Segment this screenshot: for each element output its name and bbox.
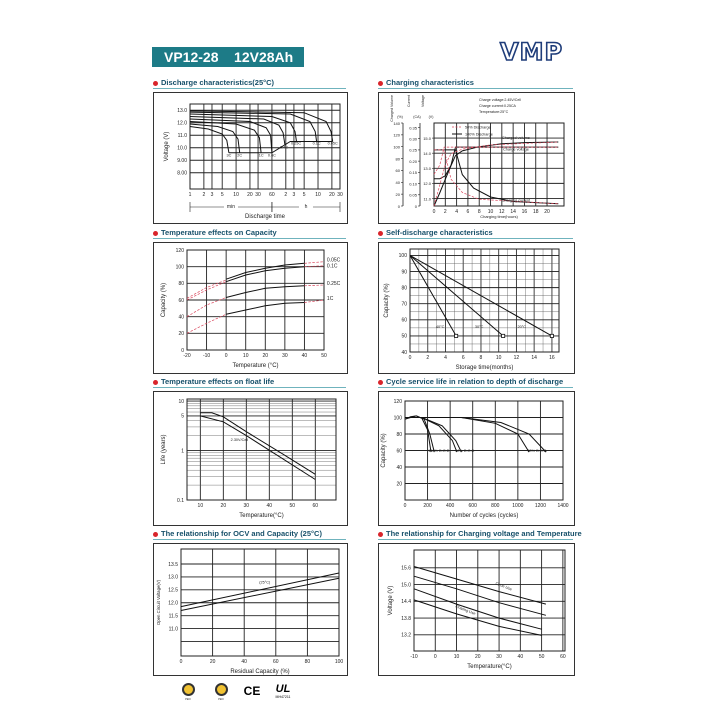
annotation-label: 20°C (517, 324, 526, 329)
y-tick-label: 0 (397, 203, 400, 209)
annotation (327, 281, 341, 287)
y-tick-label: 80 (395, 156, 400, 162)
x-tick-label: 8 (477, 209, 481, 215)
x-tick-label: 1400 (557, 503, 569, 509)
y-tick-label: 11.0 (423, 196, 431, 202)
x-tick-label: 50 (289, 503, 296, 509)
title-underline (153, 238, 346, 239)
section-title-text: Temperature effects on float life (161, 377, 275, 386)
x-tick-label: 3 (210, 192, 214, 198)
annotation (502, 136, 530, 140)
x-tick-label: 20 (262, 353, 269, 359)
series-line (190, 127, 229, 153)
title-underline (378, 539, 573, 540)
y-tick-label: 60 (396, 448, 402, 455)
series-line (200, 413, 315, 475)
y-tick-label: 40 (401, 349, 407, 356)
x-tick-label: 16 (521, 209, 528, 215)
y-axis-unit: (V) (428, 115, 434, 119)
y-tick-label: 140 (393, 120, 400, 126)
annotation (327, 264, 338, 270)
quality-cert-icon (213, 683, 229, 701)
x-tick-label: 20 (475, 654, 481, 660)
section-title (153, 529, 346, 541)
x-tick-label: 800 (491, 503, 500, 509)
title-underline (378, 238, 573, 239)
annotation (280, 145, 288, 149)
y-axis-label: Voltage (V) (388, 585, 394, 616)
x-tick-label: 20 (247, 192, 253, 198)
y-axis-label: Capacity (%) (161, 282, 167, 318)
chart-panel (153, 242, 348, 374)
y-tick-label: 8.00 (177, 170, 187, 177)
annotation-label: Charging current (501, 198, 531, 203)
y-tick-label: 100 (393, 415, 402, 422)
y-tick-label: 0.1 (177, 497, 184, 504)
y-tick-label: 80 (178, 281, 184, 288)
x-tick-label: 1200 (534, 503, 546, 509)
annotation (259, 154, 264, 158)
section-title-text: Self-discharge characteristics (386, 228, 493, 237)
title-underline (378, 387, 573, 388)
annotation (327, 296, 334, 302)
x-tick-label: 60 (269, 192, 275, 198)
x-tick-label: 8 (479, 355, 483, 361)
x-tick-label: 20 (209, 659, 216, 665)
annotation-label: 0.6C (267, 153, 276, 158)
y-tick-label: 120 (393, 398, 402, 405)
series-line (434, 142, 558, 206)
annotation-label: 30% D.O.D (527, 449, 547, 454)
x-tick-label: 6 (466, 209, 470, 215)
y-tick-label: 9.00 (177, 158, 187, 165)
x-tick-label: 1000 (512, 503, 524, 509)
x-tick-label: 30 (282, 353, 288, 359)
range-label: h (304, 204, 308, 210)
section-title-text: Discharge characteristics(25°C) (161, 78, 275, 87)
series-line (405, 418, 457, 453)
ul-mark-icon (272, 683, 294, 701)
plot-frame (434, 123, 564, 206)
x-tick-label: 1 (188, 192, 192, 198)
x-tick-label: 0 (224, 353, 228, 359)
x-tick-label: 40 (241, 659, 247, 665)
annotation-label: 3C (226, 153, 232, 158)
annotation-label: 0.05C (327, 141, 338, 146)
x-axis-label: Charging time(hours) (480, 214, 518, 219)
y-tick-label: 40 (396, 464, 402, 471)
annotation-label: 30°C (474, 324, 484, 329)
x-axis-label: Storage time(months) (455, 365, 514, 371)
legend-label: 50% Discharge (465, 125, 491, 130)
charge-condition: Charge voltage:2.45V/Cell (479, 98, 521, 102)
y-tick-label: 0.35 (409, 125, 417, 131)
x-tick-label: 2 (443, 209, 447, 215)
annotation-label: 1C (258, 153, 264, 158)
x-tick-label: 3 (292, 192, 296, 198)
annotation-label: 0.1C (326, 263, 338, 270)
x-tick-label: 40 (517, 654, 524, 660)
annotation-label: 2.30V/Cell (230, 438, 249, 443)
x-tick-label: 30 (337, 192, 343, 198)
plot-frame (410, 249, 559, 352)
y-tick-label: 80 (396, 431, 402, 438)
chart-panel (153, 92, 348, 224)
x-tick-label: 60 (560, 654, 566, 660)
y-axis-label: Life (years) (161, 434, 167, 465)
title-underline (153, 387, 346, 388)
annotation-label: 0.05C (326, 257, 341, 264)
annotation (291, 142, 301, 146)
y-tick-label: 13.0 (168, 574, 178, 581)
chart-svg (154, 243, 347, 373)
bullet-icon (153, 81, 158, 86)
x-tick-label: 2 (426, 355, 430, 361)
annotation-label: (25°C) (259, 580, 271, 585)
bullet-icon (378, 380, 383, 385)
brand-logo: VMP (500, 38, 564, 66)
annotation (527, 449, 546, 453)
x-tick-label: 40 (266, 503, 273, 509)
annotation (502, 198, 531, 202)
series-line (461, 418, 546, 453)
x-tick-label: 40 (301, 353, 308, 359)
series-line (304, 262, 324, 264)
y-tick-label: 60 (178, 297, 184, 304)
x-tick-label: 10 (242, 353, 249, 359)
x-tick-label: 30 (243, 503, 250, 509)
annotation-label: Charge voltage (503, 147, 529, 152)
y-tick-label: 0 (181, 347, 184, 354)
charge-condition: Charge current:0.25CA (479, 104, 516, 108)
model-spec: 12V28Ah (234, 49, 294, 65)
annotation (436, 325, 445, 329)
y-tick-label: 12.5 (168, 587, 178, 594)
y-axis-label: Charged Volume (390, 95, 394, 122)
y-tick-label: 0.15 (409, 170, 417, 176)
y-tick-label: 13.5 (168, 561, 178, 568)
model-header-bar (152, 47, 304, 67)
x-tick-label: 100 (334, 659, 344, 665)
x-tick-label: 10 (197, 503, 204, 509)
section-title (153, 78, 346, 90)
annotation-label: 0.1C (312, 141, 321, 146)
y-tick-label: 0.10 (409, 181, 417, 187)
y-tick-label: 0.20 (409, 158, 417, 164)
charge-condition: Temperature:25°C (479, 110, 509, 114)
annotation (495, 581, 513, 591)
y-tick-label: 0 (414, 203, 417, 209)
y-tick-label: 100 (175, 264, 184, 271)
x-tick-label: 10 (495, 355, 502, 361)
x-tick-label: 0 (179, 659, 183, 665)
y-tick-label: 20 (396, 481, 402, 488)
annotation-label: 1C (326, 296, 334, 302)
section-title (153, 377, 346, 389)
x-axis-label: Discharge time (244, 214, 286, 220)
y-axis-label: Capacity (%) (381, 433, 387, 468)
x-tick-label: 2 (284, 192, 288, 198)
x-tick-label: 0 (433, 654, 437, 660)
plot-frame (414, 550, 565, 651)
annotation-label: Cycle Use (494, 581, 513, 592)
ce-mark-icon (243, 684, 261, 702)
x-tick-label: 4 (444, 355, 447, 361)
data-point-marker (455, 334, 458, 337)
y-tick-label: 70 (401, 301, 407, 308)
y-tick-label: 120 (175, 247, 184, 254)
y-tick-label: 13.0 (423, 166, 431, 172)
y-axis-label: Capacity (%) (384, 283, 390, 318)
cert-label: ISO (218, 697, 224, 701)
x-tick-label: 5 (302, 192, 306, 198)
chart-svg (379, 93, 574, 223)
section-title (378, 228, 573, 240)
x-tick-label: 12 (499, 209, 505, 215)
x-tick-label: 14 (510, 209, 516, 215)
x-tick-label: 60 (312, 503, 319, 509)
y-tick-label: 60 (401, 317, 407, 324)
section-title-text: Charging characteristics (386, 78, 474, 87)
bullet-icon (153, 532, 158, 537)
annotation (259, 580, 271, 584)
x-tick-label: 60 (273, 659, 279, 665)
x-axis-label: Temperature(°C) (467, 664, 512, 670)
y-tick-label: 12.0 (177, 120, 187, 127)
chart-panel (378, 242, 575, 374)
y-tick-label: 0.30 (409, 136, 417, 142)
chart-panel (378, 391, 575, 526)
x-tick-label: 50 (321, 353, 327, 359)
y-tick-label: 100 (398, 253, 407, 260)
x-tick-label: -20 (183, 353, 191, 359)
annotation (455, 449, 474, 453)
y-tick-label: 11.0 (168, 626, 178, 633)
ce-mark-text: CE (243, 684, 261, 698)
x-tick-label: 6 (461, 355, 465, 361)
section-title (378, 377, 573, 389)
series-line (190, 124, 240, 153)
annotation (231, 438, 249, 442)
x-tick-label: 5 (220, 192, 224, 198)
x-tick-label: 14 (531, 355, 537, 361)
y-axis-label: Open Circuit Voltage(V) (156, 579, 161, 626)
y-tick-label: 100 (393, 144, 400, 150)
plot-frame (187, 399, 336, 500)
annotation (503, 147, 529, 151)
y-tick-label: 14.4 (401, 599, 411, 606)
y-tick-label: 40 (395, 180, 400, 186)
x-tick-label: 10 (315, 192, 321, 198)
annotation (475, 325, 484, 329)
y-tick-label: 60 (395, 168, 400, 174)
x-tick-label: 30 (496, 654, 502, 660)
x-tick-label: 0 (432, 209, 436, 215)
bullet-icon (153, 380, 158, 385)
annotation (328, 142, 338, 146)
x-axis-label: Temperature (°C) (232, 363, 279, 369)
y-tick-label: 15.0 (423, 135, 431, 141)
y-tick-label: 12.0 (168, 600, 178, 607)
y-axis-unit: (%) (397, 115, 403, 119)
x-tick-label: 20 (220, 503, 227, 509)
annotation-label: 50% D.O.D (455, 449, 475, 454)
section-title (378, 529, 582, 541)
x-axis-label: Number of cycles (cycles) (449, 513, 519, 519)
annotation-label: 0.25C (290, 141, 302, 146)
y-tick-label: 11.0 (177, 133, 187, 140)
annotation (313, 142, 321, 146)
annotation-label: 100% D.O.D (428, 449, 450, 454)
legend-label: 100% Discharge (465, 132, 493, 137)
bullet-icon (153, 231, 158, 236)
series-line (434, 142, 558, 206)
chart-panel (378, 92, 575, 224)
range-label: min (226, 204, 235, 210)
model-name: VP12-28 (164, 49, 219, 65)
annotation (227, 154, 232, 158)
y-tick-label: 120 (393, 132, 400, 138)
x-tick-label: 10 (233, 192, 239, 198)
section-title-text: Temperature effects on Capacity (161, 228, 277, 237)
y-tick-label: 15.6 (401, 565, 411, 572)
title-underline (378, 88, 573, 89)
y-tick-label: 11.5 (168, 613, 178, 620)
y-tick-label: 0.05 (409, 192, 417, 198)
annotation (268, 154, 276, 158)
cert-label: ISO (185, 697, 191, 701)
bullet-icon (378, 231, 383, 236)
title-underline (153, 539, 346, 540)
chart-svg (154, 392, 347, 525)
x-tick-label: 16 (549, 355, 555, 361)
x-tick-label: 50 (538, 654, 545, 660)
section-title (378, 78, 573, 90)
x-axis-label: Temperature(°C) (239, 513, 284, 519)
x-tick-label: 600 (468, 503, 477, 509)
y-axis-label: Current (407, 95, 411, 107)
annotation-label: Charged volume (502, 136, 530, 141)
y-tick-label: 40 (178, 314, 184, 321)
y-tick-label: 20 (178, 331, 184, 338)
y-tick-label: 13.0 (177, 108, 187, 115)
series-line (190, 112, 317, 141)
ul-mark-text: UL (275, 683, 291, 695)
data-point-marker (502, 334, 505, 337)
x-tick-label: -10 (410, 654, 418, 660)
bullet-icon (378, 532, 383, 537)
x-tick-label: 20 (329, 192, 335, 198)
annotation (428, 449, 450, 453)
chart-svg (379, 392, 574, 525)
x-tick-label: 10 (487, 209, 494, 215)
x-tick-label: 0 (408, 355, 412, 361)
y-tick-label: 14.0 (423, 150, 431, 156)
series-line (304, 285, 324, 286)
annotation (237, 154, 242, 158)
title-underline (153, 88, 346, 89)
chart-svg (154, 544, 347, 675)
y-axis-unit: (CA) (413, 115, 421, 119)
series-line (414, 567, 546, 605)
x-tick-label: 0 (403, 503, 407, 509)
section-title-text: Cycle service life in relation to depth of discharge (386, 377, 564, 386)
x-tick-label: 30 (255, 192, 261, 198)
chart-svg (154, 93, 347, 223)
y-tick-label: 5 (181, 413, 184, 420)
x-axis-label: Residual Capacity (%) (230, 669, 290, 675)
data-point-marker (550, 334, 553, 337)
x-tick-label: 200 (423, 503, 432, 509)
y-axis-label: Voltage (421, 95, 425, 107)
y-tick-label: 80 (401, 285, 407, 292)
bullet-icon (378, 81, 383, 86)
x-tick-label: 400 (445, 503, 455, 509)
section-title (153, 228, 346, 240)
y-tick-label: 90 (401, 269, 407, 276)
y-tick-label: 13.8 (401, 615, 411, 622)
chart-panel (378, 543, 575, 676)
x-tick-label: 80 (304, 659, 311, 665)
y-tick-label: 13.2 (401, 632, 411, 639)
y-tick-label: 15.0 (401, 582, 411, 589)
chart-panel (153, 391, 348, 526)
annotation (518, 325, 527, 329)
chart-panel (153, 543, 348, 676)
y-tick-label: 10 (178, 398, 184, 405)
y-axis-label: Voltage (V) (164, 131, 170, 162)
section-title-text: The relationship for OCV and Capacity (25°C) (161, 529, 322, 538)
y-tick-label: 0.25 (409, 147, 417, 153)
y-tick-label: 20 (395, 191, 400, 197)
annotation-label: 0.25C (326, 281, 341, 287)
quality-cert-icon (180, 683, 196, 701)
series-line (200, 416, 315, 480)
chart-svg (379, 544, 574, 675)
x-tick-label: 12 (513, 355, 520, 361)
y-tick-label: 1 (181, 448, 184, 455)
x-tick-label: -10 (202, 353, 211, 359)
y-tick-label: 10.0 (177, 145, 187, 152)
x-tick-label: 4 (455, 209, 458, 215)
x-tick-label: 2 (202, 192, 206, 198)
x-tick-label: 20 (544, 209, 550, 215)
chart-svg (379, 243, 574, 373)
ul-number: MH47211 (275, 695, 291, 699)
annotation-label: 40°C (435, 324, 445, 329)
section-title-text: The relationship for Charging voltage and Temperature (386, 529, 582, 538)
y-tick-label: 12.0 (423, 181, 431, 187)
annotation-label: 0.4C (280, 145, 289, 150)
annotation-label: Floating Use (454, 604, 477, 617)
x-tick-label: 18 (532, 209, 539, 215)
annotation-label: 2C (237, 153, 243, 158)
x-tick-label: 10 (453, 654, 460, 660)
y-tick-label: 50 (401, 333, 407, 340)
